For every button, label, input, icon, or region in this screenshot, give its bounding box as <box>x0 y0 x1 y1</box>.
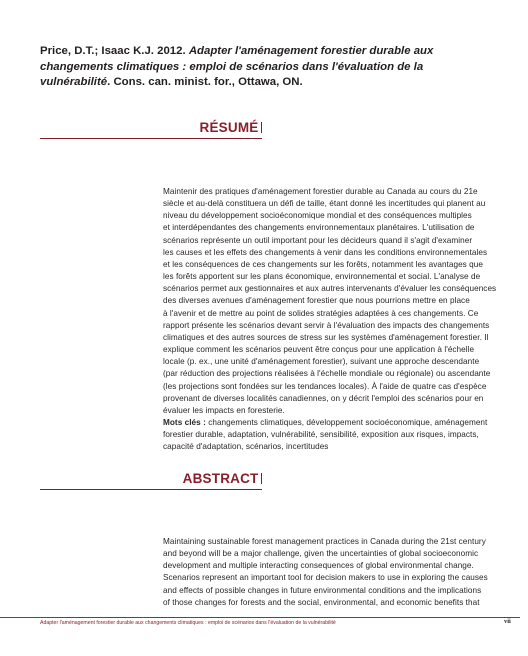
resume-line: les forêts apportent sur les plans économique, environnemental et social. L'analyse de <box>163 272 481 282</box>
resume-line: à l'avenir et de mettre au point de solides stratégies adaptées à ces changements. Ce <box>163 308 479 318</box>
footer-rule <box>0 617 520 618</box>
resume-heading: RÉSUMÉ <box>199 120 259 135</box>
citation-publisher: . Cons. can. minist. for., Ottawa, ON. <box>107 76 303 89</box>
abstract-paragraph <box>163 536 499 609</box>
keywords-line: capacité d'adaptation, scénarios, incertitudes <box>163 442 329 452</box>
resume-paragraph <box>163 186 499 417</box>
resume-line: et interdépendantes des changements environnementaux planétaires. L'utilisation de <box>163 223 475 233</box>
heading-rule-mark <box>261 473 263 484</box>
keywords-text: changements climatiques, développement socioéconomique, aménagement <box>205 418 488 427</box>
resume-line: siècle et au-delà constituera un défi de taille, étant donné les incertitudes qui planent au <box>163 199 486 209</box>
abstract-line: and effects of possible changes in future environmental conditions and the implications <box>163 585 482 595</box>
resume-line: des diverses avenues d'aménagement forestier que nous pourrions mettre en place <box>163 296 470 306</box>
resume-line: (les projections sont fondées sur les tendances locales). À l'aide de quatre cas d'espèce <box>163 381 487 391</box>
keywords-line <box>163 417 499 429</box>
abstract-heading-block <box>40 471 262 490</box>
citation-title: Adapter l'aménagement forestier durable aux changements climatiques : emploi de scénarios dans l'évaluation de la vulnérabilité <box>40 45 434 89</box>
citation <box>40 44 492 91</box>
abstract-line: of those changes for forests and the social, environmental, and economic benefits that <box>163 597 480 607</box>
resume-line: climatiques et des autres sources de stress sur les systèmes d'aménagement forestier. Il <box>163 332 489 342</box>
resume-line: rapport présente les scénarios devant servir à l'évaluation des impacts des changements <box>163 320 490 330</box>
resume-line: explique comment les scénarios peuvent être conçus pour une application à l'échelle <box>163 345 475 355</box>
abstract-line: and beyond will be a major challenge, given the uncertainties of global socioeconomic <box>163 549 479 559</box>
resume-line: scénarios représente un outil important pour les décideurs quand il s'agit d'examiner <box>163 235 473 245</box>
resume-line: (par réduction des projections réalisées à l'échelle mondiale ou régionale) ou ascendante <box>163 369 491 379</box>
footer-running-title: Adapter l'aménagement forestier durable aux changements climatiques : emploi de scénarios dans l'évaluation de la vulnérabilité <box>40 620 336 626</box>
resume-line: et les conséquences de ces changements sur les forêts, notamment les avantages que <box>163 259 483 269</box>
resume-line: évaluer les impacts en foresterie. <box>163 405 285 415</box>
abstract-line: Maintaining sustainable forest management practices in Canada during the 21st century <box>163 537 486 546</box>
page-number: vii <box>504 618 511 625</box>
heading-rule-mark <box>261 122 263 133</box>
resume-line: locale (p. ex., une unité d'aménagement forestier), suivant une approche descendante <box>163 357 480 367</box>
citation-authors: Price, D.T.; Isaac K.J. 2012. <box>40 45 186 57</box>
abstract-heading: ABSTRACT <box>182 471 259 486</box>
resume-line: Maintenir des pratiques d'aménagement forestier durable au Canada au cours du 21e <box>163 187 478 196</box>
keywords-label: Mots clés : <box>163 418 206 427</box>
keywords-line: forestier durable, adaptation, vulnérabilité, sensibilité, exposition aux risques, impacts, <box>163 430 479 440</box>
resume-heading-block <box>40 120 262 139</box>
keywords-block <box>163 417 499 453</box>
resume-line: les causes et les effets des changements à venir dans les conditions environnementales <box>163 247 488 257</box>
resume-line: niveau du développement socioéconomique mondial et des conséquences multiples <box>163 211 472 221</box>
resume-line: provenant de diverses localités canadiennes, on y décrit l'emploi des scénarios pour en <box>163 393 484 403</box>
resume-line: scénarios permet aux gestionnaires et aux autres intervenants d'évaluer les conséquences <box>163 284 497 294</box>
abstract-line: development and multiple interacting consequences of global environmental change. <box>163 561 474 571</box>
abstract-line: Scenarios represent an important tool for decision makers to use in exploring the causes <box>163 573 488 583</box>
